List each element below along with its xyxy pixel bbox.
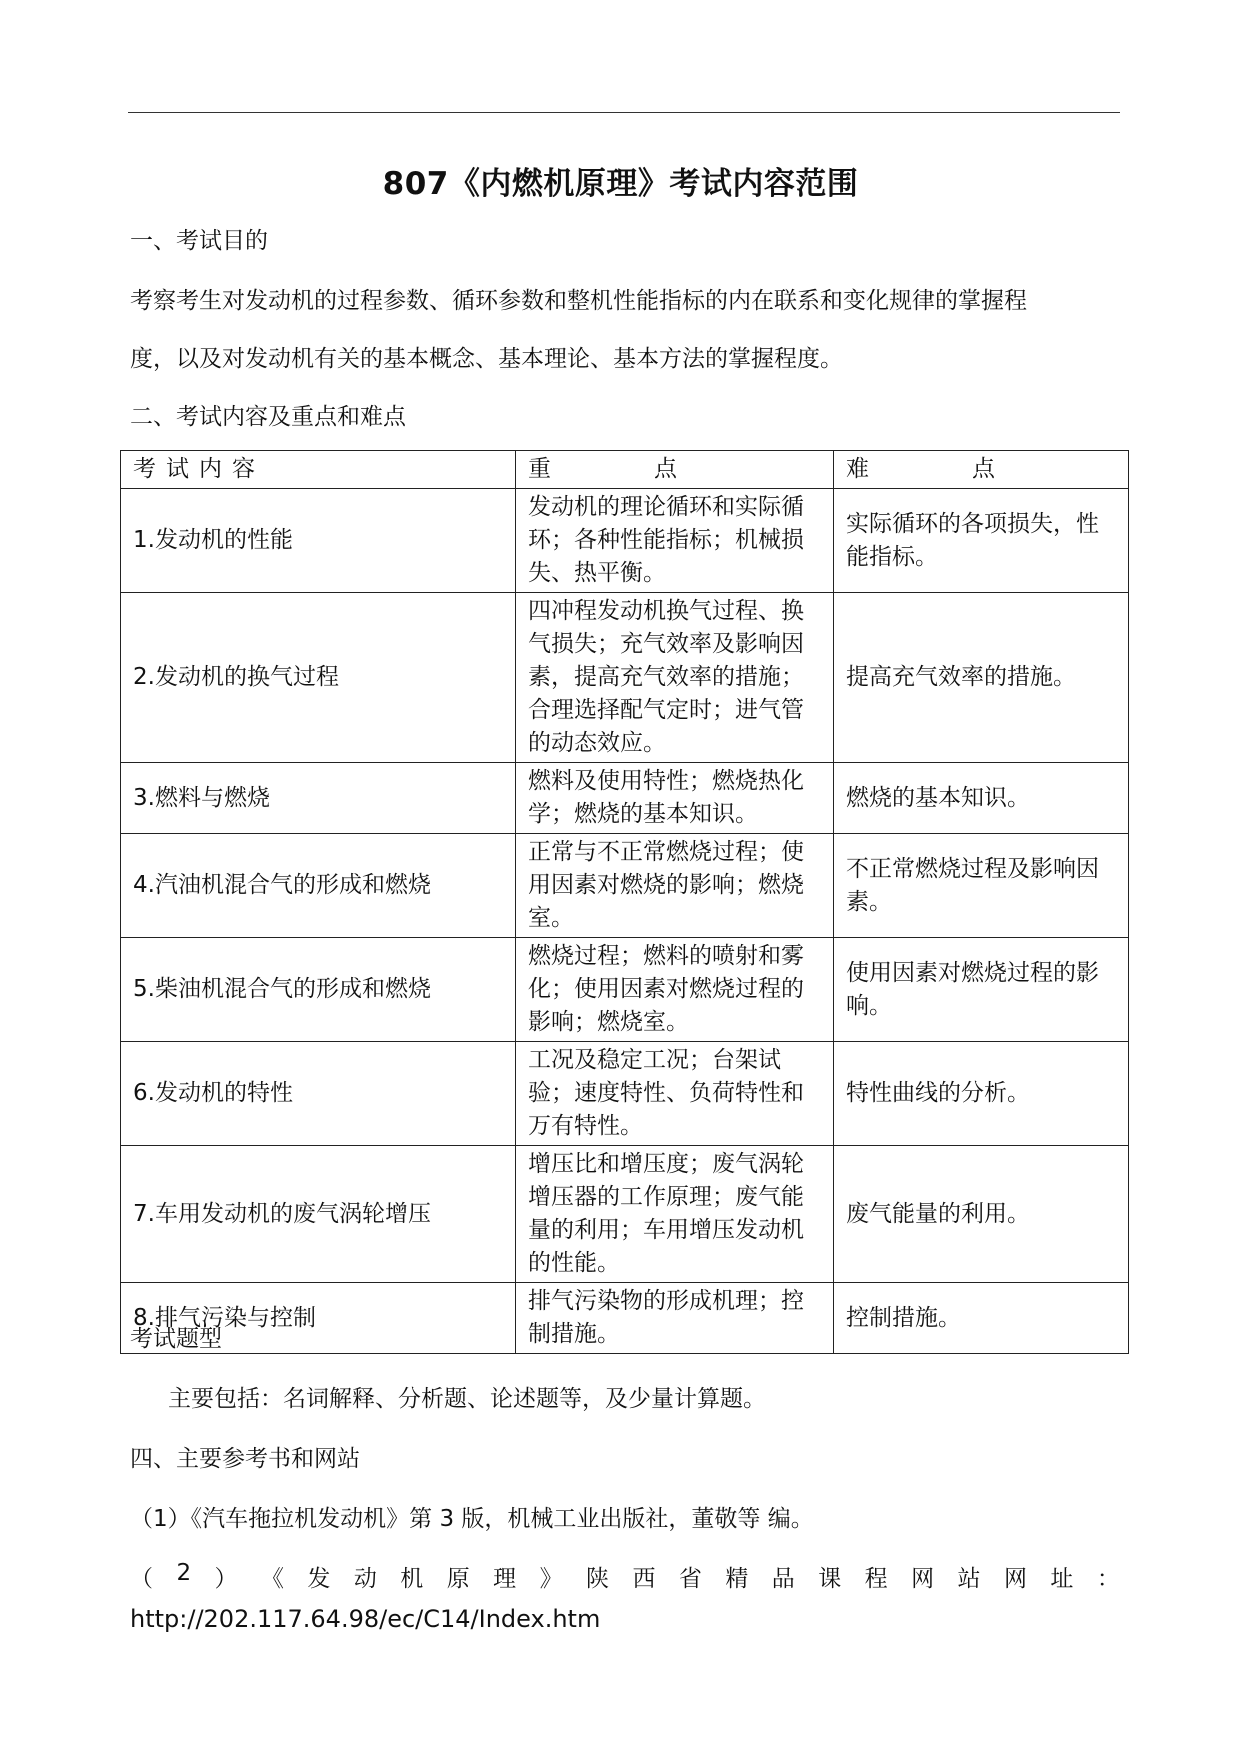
ref2-char: ）: [214, 1566, 238, 1592]
row-key-points: 燃烧过程；燃料的喷射和雾化；使用因素对燃烧过程的影响；燃烧室。: [516, 938, 834, 1042]
ref2-char: 品: [771, 1566, 795, 1592]
row-difficulty: 实际循环的各项损失，性能指标。: [834, 489, 1129, 593]
row-content: 4.汽油机混合气的形成和燃烧: [121, 834, 516, 938]
row-content: 8.排气污染与控制: [121, 1283, 516, 1354]
header-content: 考试内容: [121, 451, 516, 489]
page-title: 807《内燃机原理》考试内容范围: [382, 166, 859, 202]
ref2-char: 原: [446, 1566, 470, 1592]
ref2-char: ：: [1096, 1566, 1120, 1592]
ref2-char: 发: [307, 1566, 331, 1592]
row-content: 5.柴油机混合气的形成和燃烧: [121, 938, 516, 1042]
ref2-char: 课: [818, 1566, 842, 1592]
row-key-points: 发动机的理论循环和实际循环；各种性能指标；机械损失、热平衡。: [516, 489, 834, 593]
table-row: [121, 1146, 1129, 1283]
ref2-char: 省: [678, 1566, 702, 1592]
row-key-points: 工况及稳定工况；台架试验；速度特性、负荷特性和万有特性。: [516, 1042, 834, 1146]
row-key-points: 四冲程发动机换气过程、换气损失；充气效率及影响因素，提高充气效率的措施；合理选择配气定时；进气管的动态效应。: [516, 593, 834, 763]
section4-heading: 四、主要参考书和网站: [130, 1446, 360, 1472]
ref2-char: 站: [957, 1566, 981, 1592]
ref2-char: 精: [725, 1566, 749, 1592]
ref2-char: 理: [493, 1566, 517, 1592]
table-row: [121, 1042, 1129, 1146]
table-row: [121, 834, 1129, 938]
reference-2-line: [130, 1560, 1120, 1593]
row-difficulty: 燃烧的基本知识。: [834, 763, 1129, 834]
ref2-char: （: [130, 1566, 153, 1592]
ref2-char: 陕: [586, 1566, 610, 1592]
ref2-char: 程: [864, 1566, 888, 1592]
row-difficulty: 提高充气效率的措施。: [834, 593, 1129, 763]
table-row: [121, 489, 1129, 593]
header-key-points: 重 点: [516, 451, 834, 489]
row-difficulty: 使用因素对燃烧过程的影响。: [834, 938, 1129, 1042]
ref2-char: 址: [1050, 1566, 1074, 1592]
ref2-char: 西: [632, 1566, 656, 1592]
row-content: 7.车用发动机的废气涡轮增压: [121, 1146, 516, 1283]
section3-text: 主要包括：名词解释、分析题、论述题等，及少量计算题。: [168, 1386, 766, 1412]
row-difficulty: 不正常燃烧过程及影响因素。: [834, 834, 1129, 938]
row-difficulty: 废气能量的利用。: [834, 1146, 1129, 1283]
section2-heading: 二、考试内容及重点和难点: [130, 404, 406, 430]
ref2-char: 《: [260, 1566, 284, 1592]
ref2-char: 》: [539, 1566, 563, 1592]
row-key-points: 正常与不正常燃烧过程；使用因素对燃烧的影响；燃烧室。: [516, 834, 834, 938]
reference-2-url[interactable]: http://202.117.64.98/ec/C14/Index.htm: [130, 1605, 601, 1633]
exam-content-table: [120, 450, 1129, 1354]
row-content: 6.发动机的特性: [121, 1042, 516, 1146]
section1-heading: 一、考试目的: [130, 228, 268, 254]
reference-1: （1）《汽车拖拉机发动机》第 3 版，机械工业出版社，董敬等 编。: [130, 1506, 814, 1532]
ref2-char: 网: [1003, 1566, 1027, 1592]
section3-heading: 考试题型: [130, 1326, 222, 1352]
row-content: 3.燃料与燃烧: [121, 763, 516, 834]
table-row: [121, 1283, 1129, 1354]
table-row: [121, 593, 1129, 763]
row-key-points: 排气污染物的形成机理；控制措施。: [516, 1283, 834, 1354]
row-difficulty: 特性曲线的分析。: [834, 1042, 1129, 1146]
header-difficulties: 难 点: [834, 451, 1129, 489]
ref2-char: 2: [176, 1560, 192, 1586]
table-header-row: [121, 451, 1129, 489]
table-row: [121, 938, 1129, 1042]
ref2-char: 动: [353, 1566, 377, 1592]
section1-para-line1: 考察考生对发动机的过程参数、循环参数和整机性能指标的内在联系和变化规律的掌握程: [130, 288, 1027, 314]
row-difficulty: 控制措施。: [834, 1283, 1129, 1354]
row-content: 2.发动机的换气过程: [121, 593, 516, 763]
ref2-char: 机: [400, 1566, 424, 1592]
row-key-points: 增压比和增压度；废气涡轮增压器的工作原理；废气能量的利用；车用增压发动机的性能。: [516, 1146, 834, 1283]
row-content: 1.发动机的性能: [121, 489, 516, 593]
row-key-points: 燃料及使用特性；燃烧热化学；燃烧的基本知识。: [516, 763, 834, 834]
table-row: [121, 763, 1129, 834]
header-rule: [128, 112, 1120, 113]
section1-para-line2: 度，以及对发动机有关的基本概念、基本理论、基本方法的掌握程度。: [130, 346, 843, 372]
ref2-char: 网: [911, 1566, 935, 1592]
